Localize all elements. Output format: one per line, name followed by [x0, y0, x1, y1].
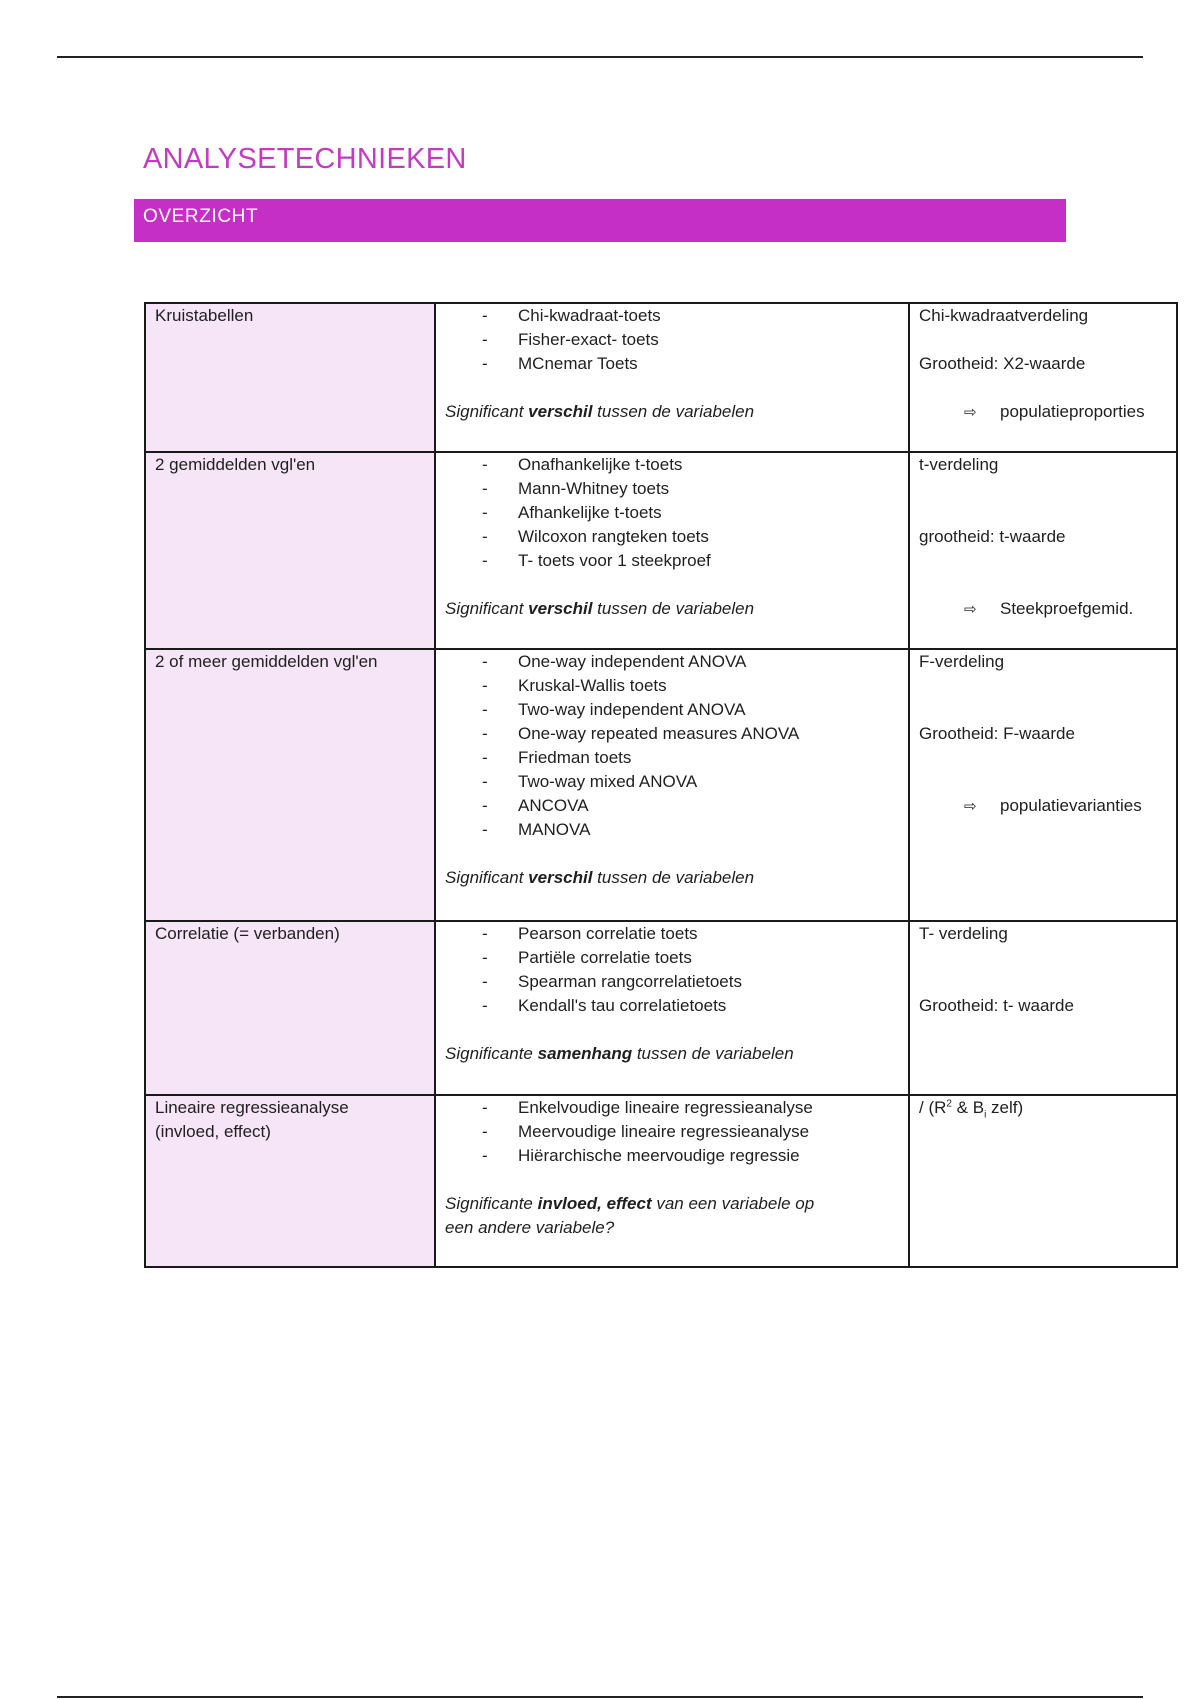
category-cell: Correlatie (= verbanden) — [145, 921, 435, 1095]
category-cell: 2 gemiddelden vgl'en — [145, 452, 435, 649]
category-cell — [145, 1095, 435, 1267]
significance-note: Significante samenhang tussen de variabelen — [445, 1044, 794, 1063]
table-row — [145, 1095, 1177, 1267]
test-list — [445, 304, 899, 376]
section-banner: OVERZICHT — [134, 199, 1066, 242]
list-item: - Fisher-exact- toets — [445, 328, 899, 352]
category-cell: 2 of meer gemiddelden vgl'en — [145, 649, 435, 921]
list-item: - Kruskal-Wallis toets — [445, 674, 899, 698]
header-rule — [57, 56, 1143, 58]
list-item: - Friedman toets — [445, 746, 899, 770]
table-row — [145, 303, 1177, 452]
list-item: - Spearman rangcorrelatietoets — [445, 970, 899, 994]
list-item: - Two-way mixed ANOVA — [445, 770, 899, 794]
distribution-name: Chi-kwadraatverdeling — [919, 306, 1089, 325]
list-item: - One-way repeated measures ANOVA — [445, 722, 899, 746]
table-row — [145, 452, 1177, 649]
list-item: - Enkelvoudige lineaire regressieanalyse — [445, 1096, 899, 1120]
test-list — [445, 922, 899, 1018]
arrow-line: ⇨ populatievarianties — [919, 794, 1167, 819]
overview-table — [144, 302, 1178, 1268]
distribution-name: F-verdeling — [919, 652, 1005, 671]
arrow-right-icon: ⇨ — [964, 798, 977, 815]
test-list — [445, 650, 899, 842]
significance-note: Significant verschil tussen de variabelen — [445, 402, 755, 421]
list-item: - MANOVA — [445, 818, 899, 842]
table-row — [145, 649, 1177, 921]
tests-cell — [435, 452, 909, 649]
test-list — [445, 453, 899, 573]
test-list — [445, 1096, 899, 1168]
distribution-cell — [909, 921, 1177, 1095]
formula-text: / ($R^2$ & $B_i$ zelf) — [919, 1098, 1024, 1121]
tests-cell — [435, 303, 909, 452]
list-item: - One-way independent ANOVA — [445, 650, 899, 674]
list-item: - T- toets voor 1 steekproef — [445, 549, 899, 573]
category-line: (invloed, effect) — [155, 1122, 271, 1141]
significance-note: Significante invloed, effect van een variabele op een andere variabele? — [445, 1194, 815, 1237]
quantity-label: Grootheid: F-waarde — [919, 724, 1075, 743]
list-item: - Partiële correlatie toets — [445, 946, 899, 970]
formula-cell — [909, 1095, 1177, 1267]
tests-cell — [435, 921, 909, 1095]
list-item: - Two-way independent ANOVA — [445, 698, 899, 722]
significance-note: Significant verschil tussen de variabelen — [445, 868, 755, 887]
list-item: - Mann-Whitney toets — [445, 477, 899, 501]
distribution-cell — [909, 649, 1177, 921]
footer-rule — [57, 1696, 1143, 1698]
list-item: - Hiërarchische meervoudige regressie — [445, 1144, 899, 1168]
quantity-label: grootheid: t-waarde — [919, 527, 1066, 546]
list-item: - ANCOVA — [445, 794, 899, 818]
list-item: - Chi-kwadraat-toets — [445, 304, 899, 328]
list-item: - Afhankelijke t-toets — [445, 501, 899, 525]
list-item: - Meervoudige lineaire regressieanalyse — [445, 1120, 899, 1144]
tests-cell — [435, 649, 909, 921]
list-item: - Kendall's tau correlatietoets — [445, 994, 899, 1018]
distribution-cell — [909, 303, 1177, 452]
quantity-label: Grootheid: X2-waarde — [919, 354, 1086, 373]
list-item: - Wilcoxon rangteken toets — [445, 525, 899, 549]
arrow-right-icon: ⇨ — [964, 404, 977, 421]
list-item: - Pearson correlatie toets — [445, 922, 899, 946]
significance-note: Significant verschil tussen de variabelen — [445, 599, 755, 618]
tests-cell — [435, 1095, 909, 1267]
category-cell: Kruistabellen — [145, 303, 435, 452]
page-title: ANALYSETECHNIEKEN — [143, 143, 467, 175]
list-item: - Onafhankelijke t-toets — [445, 453, 899, 477]
distribution-name: T- verdeling — [919, 924, 1008, 943]
arrow-line: ⇨ populatieproporties — [919, 400, 1167, 425]
table-row — [145, 921, 1177, 1095]
distribution-cell — [909, 452, 1177, 649]
distribution-name: t-verdeling — [919, 455, 999, 474]
quantity-label: Grootheid: t- waarde — [919, 996, 1074, 1015]
arrow-line: ⇨ Steekproefgemid. — [919, 597, 1167, 622]
arrow-right-icon: ⇨ — [964, 601, 977, 618]
category-line: Lineaire regressieanalyse — [155, 1098, 349, 1117]
list-item: - MCnemar Toets — [445, 352, 899, 376]
